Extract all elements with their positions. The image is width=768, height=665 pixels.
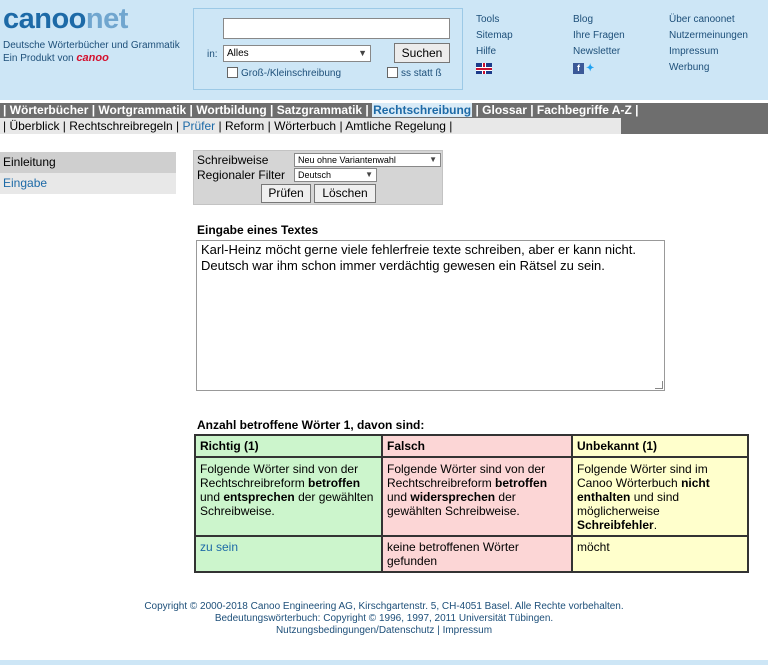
results-summary: Anzahl betroffene Wörter 1, davon sind: — [197, 418, 425, 432]
case-label: Groß-/Kleinschreibung — [241, 68, 342, 79]
tagline-line1: Deutsche Wörterbücher und Grammatik — [3, 40, 180, 51]
mode-label: Schreibweise — [197, 153, 269, 167]
nav-spelling[interactable]: Rechtschreibung — [373, 103, 472, 117]
scope-select[interactable] — [223, 45, 371, 62]
scope-label: in: — [207, 49, 218, 60]
text-input-area[interactable] — [196, 240, 665, 391]
words-correct-cell — [195, 536, 382, 572]
sidebar-item-input[interactable]: Eingabe — [0, 173, 176, 194]
text-line-2: Deutsch war ihm schon immer verdächtig gewesen ein Rätsel zu sein. — [201, 258, 605, 273]
subnav-filler — [621, 118, 768, 134]
logo-part1: canoo — [3, 3, 86, 35]
copyright-suffix: , Kirschgartenstr. 5, CH-4051 Basel. Alle Rechte vorbehalten. — [352, 601, 624, 612]
region-select[interactable] — [294, 168, 377, 182]
ss-checkbox[interactable] — [387, 67, 442, 79]
footer-imprint-link[interactable]: Impressum — [442, 625, 493, 636]
header-correct: Richtig (1) — [195, 435, 382, 457]
desc-correct: Folgende Wörter sind von der Rechtschreibreform betroffen und entsprechen der gewählten Schreibweise. — [195, 457, 382, 536]
company-link[interactable]: Canoo Engineering AG — [250, 601, 353, 612]
english-flag-icon[interactable] — [476, 63, 492, 74]
nav-dictionaries[interactable]: Wörterbücher — [9, 103, 89, 117]
search-button[interactable]: Suchen — [394, 43, 450, 63]
nav-glossary[interactable]: Glossar — [482, 103, 527, 117]
sidebar-item-introduction[interactable]: Einleitung — [0, 152, 176, 173]
mode-select[interactable] — [294, 153, 441, 167]
subnav-checker[interactable]: Prüfer — [182, 119, 216, 133]
subnav-dictionary[interactable]: Wörterbuch — [274, 119, 337, 133]
nav-sentence-grammar[interactable]: Satzgrammatik — [276, 103, 363, 117]
bottom-bar — [0, 660, 768, 665]
desc-unknown: Folgende Wörter sind im Canoo Wörterbuch nicht enthalten und sind möglicherweise Schreibfehler. — [572, 457, 748, 536]
search-input[interactable] — [223, 18, 450, 39]
footer-line2: Bedeutungswörterbuch: Copyright © 1996, 1997, 2011 Universität Tübingen. — [214, 613, 554, 624]
nav-word-grammar[interactable]: Wortgrammatik — [98, 103, 187, 117]
subnav-spelling-rules[interactable]: Rechtschreibregeln — [69, 119, 173, 133]
social-links — [573, 63, 597, 74]
footer: Copyright © 2000-2018 Canoo Engineering AG, Kirschgartenstr. 5, CH-4051 Basel. Alle Rechte vorbehalten. Bedeutungswörterbuch: Copyright © 1996, 1997, 2011 Universität Tübingen. Nutzungsbedingungen/Datenschutz | Impressum — [0, 601, 768, 637]
facebook-icon[interactable]: f — [573, 63, 584, 74]
chevron-down-icon: ▼ — [358, 48, 367, 58]
tagline-prefix: Ein Produkt von — [3, 53, 74, 64]
twitter-icon[interactable]: ✦ — [586, 63, 595, 74]
link-about[interactable]: Über canoonet — [669, 14, 735, 25]
check-button[interactable]: Prüfen — [261, 184, 311, 203]
canoo-brand: canoo — [76, 52, 109, 64]
link-tools[interactable]: Tools — [476, 14, 500, 25]
link-questions[interactable]: Ihre Fragen — [573, 30, 625, 41]
desc-wrong: Folgende Wörter sind von der Rechtschreibreform betroffen und widersprechen der gewählten Schreibweise. — [382, 457, 572, 536]
logo-part2: net — [85, 3, 128, 35]
link-blog[interactable]: Blog — [573, 14, 594, 25]
header-unknown: Unbekannt (1) — [572, 435, 748, 457]
text-input-label: Eingabe eines Textes — [197, 223, 319, 237]
checkbox-icon — [227, 67, 238, 78]
checkbox-icon — [387, 67, 398, 78]
chevron-down-icon: ▼ — [365, 170, 373, 179]
words-unknown-cell: möcht — [572, 536, 748, 572]
words-wrong-cell: keine betroffenen Wörter gefunden — [382, 536, 572, 572]
nav-terms-az[interactable]: Fachbegriffe A-Z — [536, 103, 632, 117]
scope-value: Alles — [227, 48, 249, 59]
checker-options-form — [193, 150, 443, 205]
subnav-reform[interactable]: Reform — [224, 119, 265, 133]
header-wrong: Falsch — [382, 435, 572, 457]
sub-nav: | Überblick | Rechtschreibregeln | Prüfer | Reform | Wörterbuch | Amtliche Regelung | — [0, 118, 621, 134]
toplinks-col3 — [669, 12, 748, 76]
subnav-overview[interactable]: Überblick — [9, 119, 60, 133]
header — [0, 0, 768, 100]
link-sitemap[interactable]: Sitemap — [476, 30, 513, 41]
link-help[interactable]: Hilfe — [476, 46, 497, 57]
main-nav: | Wörterbücher | Wortgrammatik | Wortbildung | Satzgrammatik | Rechtschreibung | Glossar | Fachbegriffe A-Z | — [0, 103, 768, 118]
word-link-zu-sein[interactable]: zu sein — [200, 540, 239, 554]
link-user-opinions[interactable]: Nutzermeinungen — [669, 30, 748, 41]
link-imprint[interactable]: Impressum — [669, 46, 719, 57]
region-label: Regionaler Filter — [197, 168, 286, 182]
terms-link[interactable]: Nutzungsbedingungen/Datenschutz — [275, 625, 435, 636]
ss-label: ss statt ß — [401, 68, 442, 79]
resize-grip-icon[interactable] — [655, 381, 663, 389]
search-box — [193, 8, 463, 90]
toplinks-col2 — [573, 12, 625, 77]
text-line-1: Karl-Heinz möcht gerne viele fehlerfreie texte schreiben, aber er kann nicht. — [201, 242, 636, 257]
toplinks-col1 — [476, 12, 513, 80]
copyright-prefix: Copyright © 2000-2018 — [144, 601, 248, 612]
tagline — [3, 40, 180, 65]
link-advertising[interactable]: Werbung — [669, 62, 710, 73]
region-value: Deutsch — [298, 170, 332, 180]
clear-button[interactable]: Löschen — [314, 184, 376, 203]
subnav-official-rules[interactable]: Amtliche Regelung — [345, 119, 446, 133]
link-newsletter[interactable]: Newsletter — [573, 46, 621, 57]
chevron-down-icon: ▼ — [429, 155, 437, 164]
nav-word-formation[interactable]: Wortbildung — [196, 103, 267, 117]
canoonet-logo[interactable] — [3, 2, 128, 36]
results-table — [194, 434, 749, 573]
mode-value: Neu ohne Variantenwahl — [298, 155, 396, 165]
case-sensitive-checkbox[interactable] — [227, 67, 341, 79]
